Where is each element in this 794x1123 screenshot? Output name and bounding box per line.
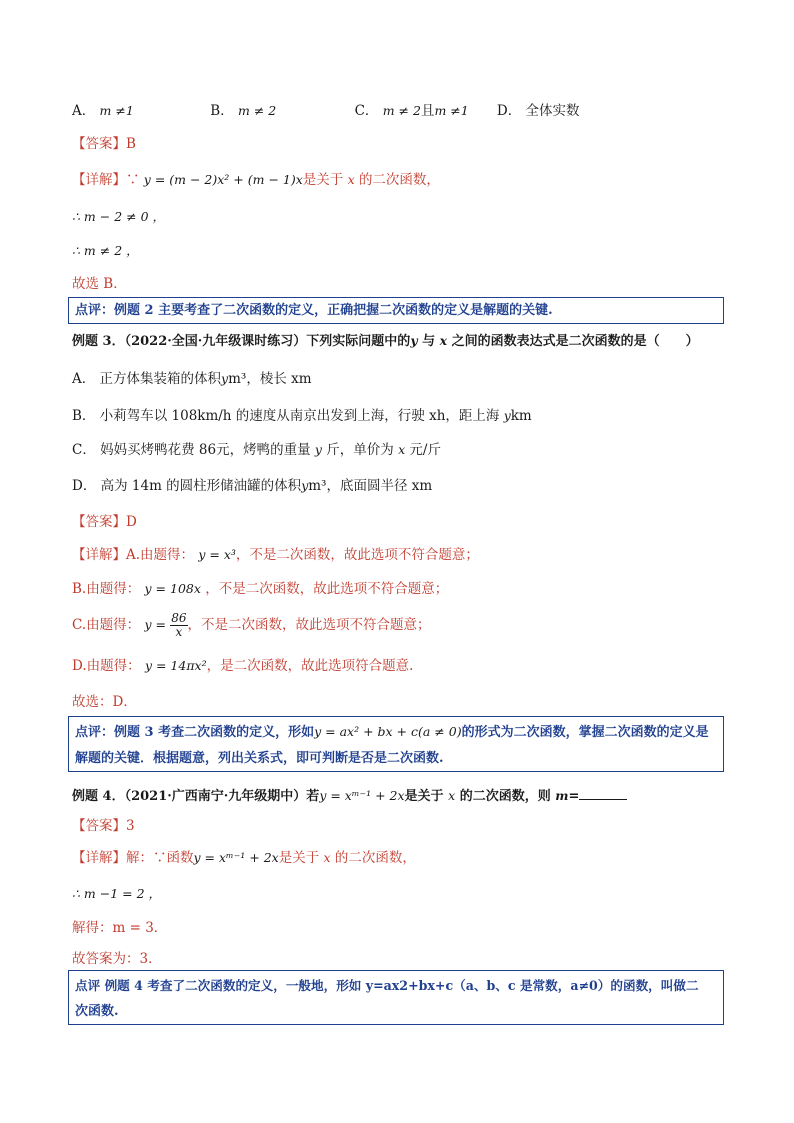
q4-comment-line-2: 次函数. [75, 1004, 119, 1019]
q4-step-2: 解得：m = 3． [72, 920, 168, 936]
q3-answer: 【答案】D [72, 514, 137, 530]
q2-option-b[interactable]: B． m ≠ 2 [210, 103, 277, 119]
q3-detail-c: C.由题得： y = $\frac{86}{x}$ ，不是二次函数，故此选项不符合题意； [72, 611, 431, 639]
q4-step-1: ∴ m −1 = 2 ， [72, 886, 162, 901]
q2-step-1: ∴ m − 2 ≠ 0 ， [72, 209, 165, 224]
q3-comment-line-1: 点评：例题 3 考查二次函数的定义，形如y = ax² + bx + c(a ≠ 0)的形式为二次函数，掌握二次函数的定义是 [75, 724, 709, 740]
q2-options-row [72, 101, 580, 121]
q2-option-a[interactable]: A． m ≠1 [72, 103, 134, 119]
q4-answer: 【答案】3 [72, 818, 135, 834]
q3-title: 例题 3．（2022·全国·九年级课时练习）下列实际问题中的y 与 x 之间的函数表达式是二次函数的是（ ） [72, 333, 699, 349]
answer-blank[interactable] [579, 785, 627, 800]
q3-detail-a: 【详解】A.由题得： y = x³，不是二次函数，故此选项不符合题意； [72, 547, 479, 563]
q2-step-2: ∴ m ≠ 2 ， [72, 243, 139, 258]
q2-comment-box: 点评：例题 2 主要考查了二次函数的定义，正确把握二次函数的定义是解题的关键. [68, 297, 724, 324]
q3-detail-b: B.由题得： y = 108x ，不是二次函数，故此选项不符合题意； [72, 581, 449, 597]
q3-detail-d: D.由题得： y = 14πx²，是二次函数，故此选项符合题意. [72, 658, 414, 674]
q2-answer: 【答案】B [72, 136, 136, 152]
q3-conclusion: 故选：D． [72, 694, 137, 710]
q2-detail: 【详解】∵ y = (m − 2)x² + (m − 1)x是关于 x 的二次函数， [72, 172, 440, 188]
q3-comment-box [68, 716, 724, 772]
q2-option-d[interactable]: D． 全体实数 [496, 103, 580, 119]
q4-conclusion: 故答案为：3． [72, 951, 162, 967]
q4-comment-box [68, 970, 724, 1025]
q3-option-d[interactable]: D． 高为 14m 的圆柱形储油罐的体积ym³，底面圆半径 xm [72, 478, 433, 494]
q2-conclusion: 故选 B． [72, 276, 127, 292]
fraction-86-over-x: $\frac{86}{x}$ [171, 611, 187, 639]
q4-comment-line-1: 点评 例题 4 考查了二次函数的定义，一般地，形如 y=ax2+bx+c（a、b、c 是常数，a≠0）的函数，叫做二 [75, 978, 699, 993]
q2-option-c[interactable]: C． m ≠ 2且m ≠1 [354, 103, 469, 119]
q3-comment-line-2: 解题的关键．根据题意，列出关系式，即可判断是否是二次函数. [75, 751, 444, 766]
q4-title: 例题 4．（2021·广西南宁·九年级期中）若y = xᵐ⁻¹ + 2x是关于 x 的二次函数，则 m= [72, 785, 627, 807]
q3-option-a[interactable]: A． 正方体集装箱的体积ym³，棱长 xm [72, 371, 312, 387]
q3-option-c[interactable]: C． 妈妈买烤鸭花费 86元，烤鸭的重量 y 斤，单价为 x 元/斤 [72, 442, 441, 458]
q3-option-b[interactable]: B． 小莉驾车以 108km/h 的速度从南京出发到上海，行驶 xh，距上海 ykm [72, 408, 532, 424]
q4-detail: 【详解】解：∵函数y = xᵐ⁻¹ + 2x是关于 x 的二次函数， [72, 850, 416, 866]
